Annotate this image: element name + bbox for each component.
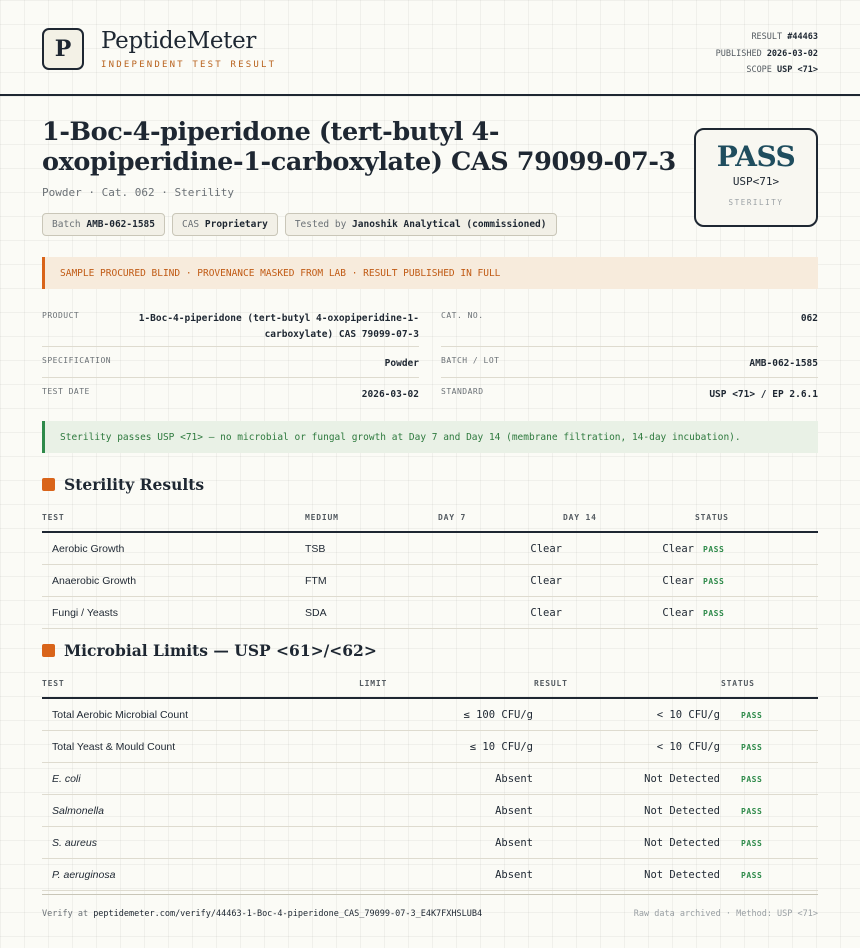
- medium-cell: TSB: [305, 532, 438, 565]
- footer-divider: [42, 894, 818, 895]
- table-row: [42, 698, 818, 731]
- section-title: Sterility Results: [64, 475, 205, 494]
- scope-value: USP <71>: [777, 65, 818, 75]
- result-meta: [716, 29, 818, 79]
- table-header-row: [42, 503, 818, 532]
- medium-cell: SDA: [305, 597, 438, 629]
- chip-label: CAS: [181, 219, 200, 230]
- limit-cell: Absent: [359, 859, 534, 891]
- test-cell: Anaerobic Growth: [42, 565, 305, 597]
- chip-label: Tested by: [294, 219, 347, 230]
- verify-link[interactable]: peptidemeter.com/verify/44463-1-Boc-4-piperidone_CAS_79099-07-3_E4K7FXHSLUB4: [93, 909, 483, 919]
- sterility-heading: [42, 475, 204, 494]
- published-line: [716, 46, 818, 63]
- chip-value: AMB-062-1585: [86, 219, 155, 230]
- day14-cell: Clear: [563, 532, 695, 565]
- spec-value: 2026-03-02: [361, 389, 419, 400]
- test-cell: S. aureus: [52, 836, 97, 849]
- spec-label: TEST DATE: [42, 387, 90, 396]
- spec-value: AMB-062-1585: [749, 358, 818, 369]
- table-row: [42, 597, 818, 629]
- verdict-badge: [694, 128, 818, 227]
- status-badge: PASS: [741, 870, 763, 880]
- chip-value: Proprietary: [204, 219, 268, 230]
- column-header: DAY 14: [563, 503, 695, 532]
- result-cell: < 10 CFU/g: [534, 698, 721, 731]
- column-header: STATUS: [695, 503, 818, 532]
- table-row: [42, 795, 818, 827]
- result-cell: Not Detected: [534, 859, 721, 891]
- spec-label: SPECIFICATION: [42, 356, 112, 365]
- section-title: Microbial Limits — USP <61>/<62>: [64, 641, 377, 660]
- day14-cell: Clear: [563, 565, 695, 597]
- medium-cell: FTM: [305, 565, 438, 597]
- spec-value: 1-Boc-4-piperidone (tert-butyl 4-oxopiperidine-1-carboxylate) CAS 79099-07-3: [138, 313, 419, 340]
- brand-tagline: INDEPENDENT TEST RESULT: [101, 60, 277, 70]
- limit-cell: ≤ 10 CFU/g: [359, 731, 534, 763]
- spec-label: PRODUCT: [42, 311, 80, 320]
- spec-label: BATCH / LOT: [441, 356, 500, 365]
- column-header: STATUS: [721, 669, 818, 698]
- verdict-word: PASS: [716, 140, 796, 173]
- table-row: [42, 763, 818, 795]
- test-cell: Total Yeast & Mould Count: [42, 731, 359, 763]
- spec-batch: [441, 356, 818, 372]
- divider: [42, 346, 419, 347]
- section-marker-icon: [42, 644, 55, 657]
- test-cell: Total Aerobic Microbial Count: [42, 698, 359, 731]
- limit-cell: ≤ 100 CFU/g: [359, 698, 534, 731]
- table-row: [42, 532, 818, 565]
- result-id: #44463: [787, 32, 818, 42]
- chip-value: Janoshik Analytical (commissioned): [352, 219, 547, 230]
- status-badge: PASS: [703, 608, 725, 618]
- tested-by-chip: [285, 213, 557, 236]
- spec-standard: [441, 387, 818, 403]
- spec-specification: [42, 356, 419, 372]
- column-header: LIMIT: [359, 669, 534, 698]
- spec-product: [42, 311, 419, 341]
- column-header: TEST: [42, 669, 359, 698]
- published-label: PUBLISHED: [715, 48, 762, 59]
- page-subtitle: Powder · Cat. 062 · Sterility: [42, 186, 235, 199]
- test-cell: Fungi / Yeasts: [42, 597, 305, 629]
- result-label: RESULT: [751, 32, 783, 42]
- test-cell: E. coli: [52, 772, 81, 785]
- day14-cell: Clear: [563, 597, 695, 629]
- section-marker-icon: [42, 478, 55, 491]
- spec-label: CAT. NO.: [441, 311, 484, 320]
- brand-name: PeptideMeter: [101, 28, 257, 54]
- column-header: DAY 7: [438, 503, 563, 532]
- limit-cell: Absent: [359, 763, 534, 795]
- spec-test-date: [42, 387, 419, 403]
- chip-label: Batch: [52, 219, 81, 230]
- status-badge: PASS: [741, 838, 763, 848]
- column-header: MEDIUM: [305, 503, 438, 532]
- test-cell: P. aeruginosa: [52, 868, 116, 881]
- status-badge: PASS: [703, 544, 725, 554]
- page-title: 1-Boc-4-piperidone (tert-butyl 4-oxopiperidine-1-carboxylate) CAS 79099-07-3: [42, 117, 676, 177]
- microbial-table: [42, 669, 818, 891]
- table-row: [42, 565, 818, 597]
- spec-value: USP <71> / EP 2.6.1: [709, 389, 818, 400]
- divider: [42, 377, 419, 378]
- result-summary: Sterility passes USP <71> — no microbial or fungal growth at Day 7 and Day 14 (membrane filtration, 14-day incubation).: [42, 421, 818, 453]
- sterility-table: [42, 503, 818, 629]
- result-cell: < 10 CFU/g: [534, 731, 721, 763]
- column-header: RESULT: [534, 669, 721, 698]
- report-header: [0, 0, 860, 96]
- status-badge: PASS: [703, 576, 725, 586]
- limit-cell: Absent: [359, 827, 534, 859]
- footer-method: Raw data archived · Method: USP <71>: [633, 909, 818, 919]
- verdict-sub: STERILITY: [728, 198, 784, 207]
- spec-value: Powder: [384, 358, 419, 369]
- info-chips: [42, 213, 557, 236]
- published-date: 2026-03-02: [766, 48, 818, 59]
- table-row: [42, 731, 818, 763]
- table-row: [42, 827, 818, 859]
- scope-label: SCOPE: [746, 65, 772, 75]
- scope-line: [716, 62, 818, 79]
- spec-label: STANDARD: [441, 387, 484, 396]
- result-cell: Not Detected: [534, 763, 721, 795]
- verify-link-line: [42, 909, 482, 919]
- day7-cell: Clear: [438, 597, 563, 629]
- divider: [441, 346, 818, 347]
- result-cell: Not Detected: [534, 795, 721, 827]
- table-header-row: [42, 669, 818, 698]
- test-cell: Salmonella: [52, 804, 104, 817]
- result-id-line: [716, 29, 818, 46]
- divider: [441, 377, 818, 378]
- spec-value: 062: [800, 313, 818, 324]
- batch-chip: [42, 213, 165, 236]
- microbial-heading: [42, 641, 377, 660]
- blind-notice: SAMPLE PROCURED BLIND · PROVENANCE MASKED FROM LAB · RESULT PUBLISHED IN FULL: [42, 257, 818, 289]
- status-badge: PASS: [741, 742, 763, 752]
- status-badge: PASS: [741, 774, 763, 784]
- result-cell: Not Detected: [534, 827, 721, 859]
- status-badge: PASS: [741, 710, 763, 720]
- limit-cell: Absent: [359, 795, 534, 827]
- verdict-standard: USP<71>: [732, 175, 780, 188]
- status-badge: PASS: [741, 806, 763, 816]
- column-header: TEST: [42, 503, 305, 532]
- verify-prefix: Verify at: [42, 909, 89, 919]
- spec-cat: [441, 311, 818, 327]
- test-cell: Aerobic Growth: [42, 532, 305, 565]
- brand-logo: P: [42, 28, 84, 70]
- table-row: [42, 859, 818, 891]
- cas-chip: [172, 213, 278, 236]
- day7-cell: Clear: [438, 532, 563, 565]
- day7-cell: Clear: [438, 565, 563, 597]
